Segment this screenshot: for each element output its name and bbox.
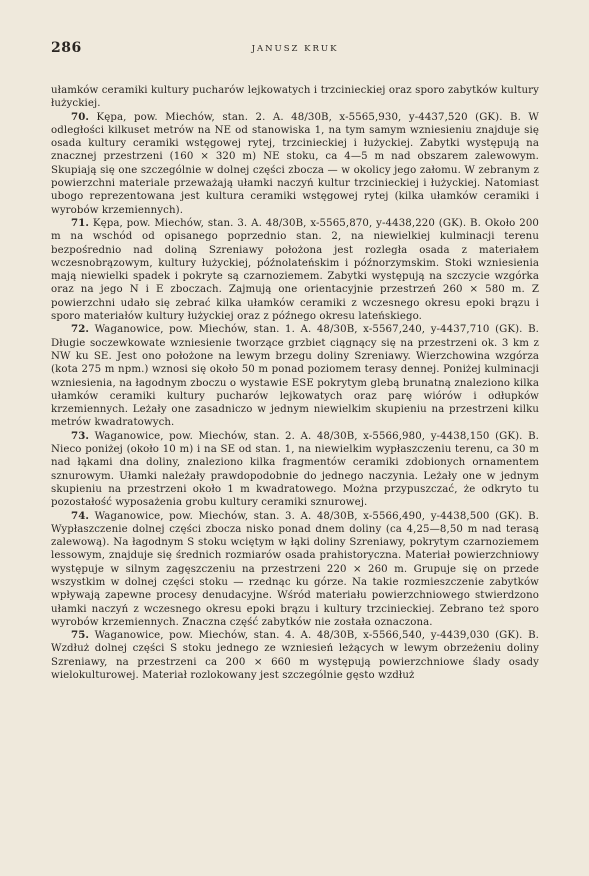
entry-number: 73.	[71, 429, 90, 442]
entry-number: 71.	[71, 216, 90, 229]
entry-number: 75.	[71, 629, 90, 642]
running-head-author: JANUSZ KRUK	[251, 44, 339, 54]
site-entry-72	[51, 323, 539, 429]
paragraph-text: ułamków ceramiki kultury pucharów lejkowatych i trzcinieckiej oraz sporo zabytków kultury łużyckiej.	[51, 85, 539, 110]
paragraph-continuation	[51, 84, 539, 111]
paragraph-text: Waganowice, pow. Miechów, stan. 2. A. 48/30B, x-5566,980, y-4438,150 (GK). B. Nieco poniżej (około 10 m) i na SE od stan. 1, na niewielkim wypłaszczeniu terenu, ca 30 m nad łąkami dna doliny, znaleziono kilka fragmentów ceramiki zdobionych ornamentem sznurowym. Ułamki należały prawdopodobnie do jednego naczynia. Leżały one w jednym skupieniu na przestrzeni około 1 m kwadratowego. Można przypuszczać, że odkryto tu pozostałość wyposażenia grobu kultury ceramiki sznurowej.	[51, 430, 539, 509]
paragraph-text: Waganowice, pow. Miechów, stan. 1. A. 48/30B, x-5567,240, y-4437,710 (GK). B. Długie soczewkowate wzniesienie tworzące grzbiet ciągnący się na przestrzeni ok. 3 km z NW ku SE. Jest ono położone na lewym brzegu doliny Szreniawy. Wierzchowina wzgórza (kota 275 m npm.) wznosi się około 50 m ponad poziomem terasy dennej. Poniżej kulminacji wzniesienia, na łagodnym zboczu o wystawie ESE pokrytym glebą brunatną znaleziono kilka ułamków ceramiki kultury pucharów lejkowatych oraz parę wiórów i odłupków krzemiennych. Leżały one zasadniczo w jednym niewielkim skupieniu na przestrzeni kilku metrów kwadratowych.	[51, 324, 539, 429]
paragraph-text: Kępa, pow. Miechów, stan. 2. A. 48/30B, x-5565,930, y-4437,520 (GK). B. W odległości kilkuset metrów na NE od stanowiska 1, na tym samym wzniesieniu znajduje się osada kultury ceramiki wstęgowej rytej, trzcinieckiej i łużyckiej. Zabytki występują na znacznej przestrzeni (160 × 320 m) NE stoku, ca 4—5 m nad obszarem zalewowym. Skupiają się one szczególnie w dolnej części zbocza — w okolicy jego załomu. W zebranym z powierzchni materiale przeważają ułamki naczyń kultur trzcinieckiej i łużyckiej. Natomiast ubogo reprezentowana jest kultura ceramiki wstęgowej rytej (kilka ułamków ceramiki i wyrobów krzemiennych).	[51, 111, 539, 216]
entry-number: 70.	[71, 110, 90, 123]
page-number: 286	[51, 40, 82, 56]
entry-number: 72.	[71, 323, 90, 336]
site-entry-71	[51, 217, 539, 323]
paragraph-text: Waganowice, pow. Miechów, stan. 3. A. 48/30B, x-5566,490, y-4438,500 (GK). B. Wypłaszczenie dolnej części zbocza nisko ponad dnem doliny (ca 4,25—8,50 m nad terasą zalewową). Na łagodnym S stoku wciętym w łąki doliny Szreniawy, pokrytym czarnoziemem lessowym, znajduje się średnich rozmiarów osada prahistoryczna. Materiał powierzchniowy występuje w silnym zagęszczeniu na przestrzeni 220 × 260 m. Grupuje się on przede wszystkim w dolnej części stoku — rzednąc ku górze. Na takie rozmieszczenie zabytków wpływają zapewne procesy denudacyjne. Wśród materiału powierzchniowego stwierdzono ułamki naczyń z wczesnego okresu epoki brązu i kultury trzcinieckiej. Zebrano też sporo wyrobów krzemiennych. Znaczna część zabytków nie została oznaczona.	[51, 510, 539, 628]
entry-number: 74.	[71, 509, 90, 522]
running-head	[51, 40, 539, 66]
site-entry-74	[51, 510, 539, 630]
site-entry-73	[51, 430, 539, 510]
paragraph-text: Waganowice, pow. Miechów, stan. 4. A. 48/30B, x-5566,540, y-4439,030 (GK). B. Wzdłuż dolnej części S stoku jednego ze wzniesień leżących w lewym obrzeżeniu doliny Szreniawy, na przestrzeni ca 200 × 660 m występują powierzchniowe ślady osady wielokulturowej. Materiał rozlokowany jest szczególnie gęsto wzdłuż	[51, 630, 539, 682]
body-text	[51, 84, 539, 682]
site-entry-70	[51, 111, 539, 217]
paragraph-text: Kępa, pow. Miechów, stan. 3. A. 48/30B, x-5565,870, y-4438,220 (GK). B. Około 200 m na wschód od opisanego poprzednio stan. 2, na niewielkiej kulminacji terenu bezpośrednio nad doliną Szreniawy położona jest rozległa osada z materiałem wczesnobrązowym, kultury łużyckiej, późnolateńskim i późnorzymskim. Stoki wzniesienia mają niewielki spadek i pokryte są czarnoziemem. Zabytki występują na szczycie wzgórka oraz na jego N i E zboczach. Zajmują one orientacyjnie przestrzeń 260 × 580 m. Z powierzchni udało się zebrać kilka ułamków ceramiki z wczesnego okresu epoki brązu i sporo materiałów kultury łużyckiej oraz z późnego okresu lateńskiego.	[51, 217, 539, 323]
site-entry-75	[51, 629, 539, 682]
